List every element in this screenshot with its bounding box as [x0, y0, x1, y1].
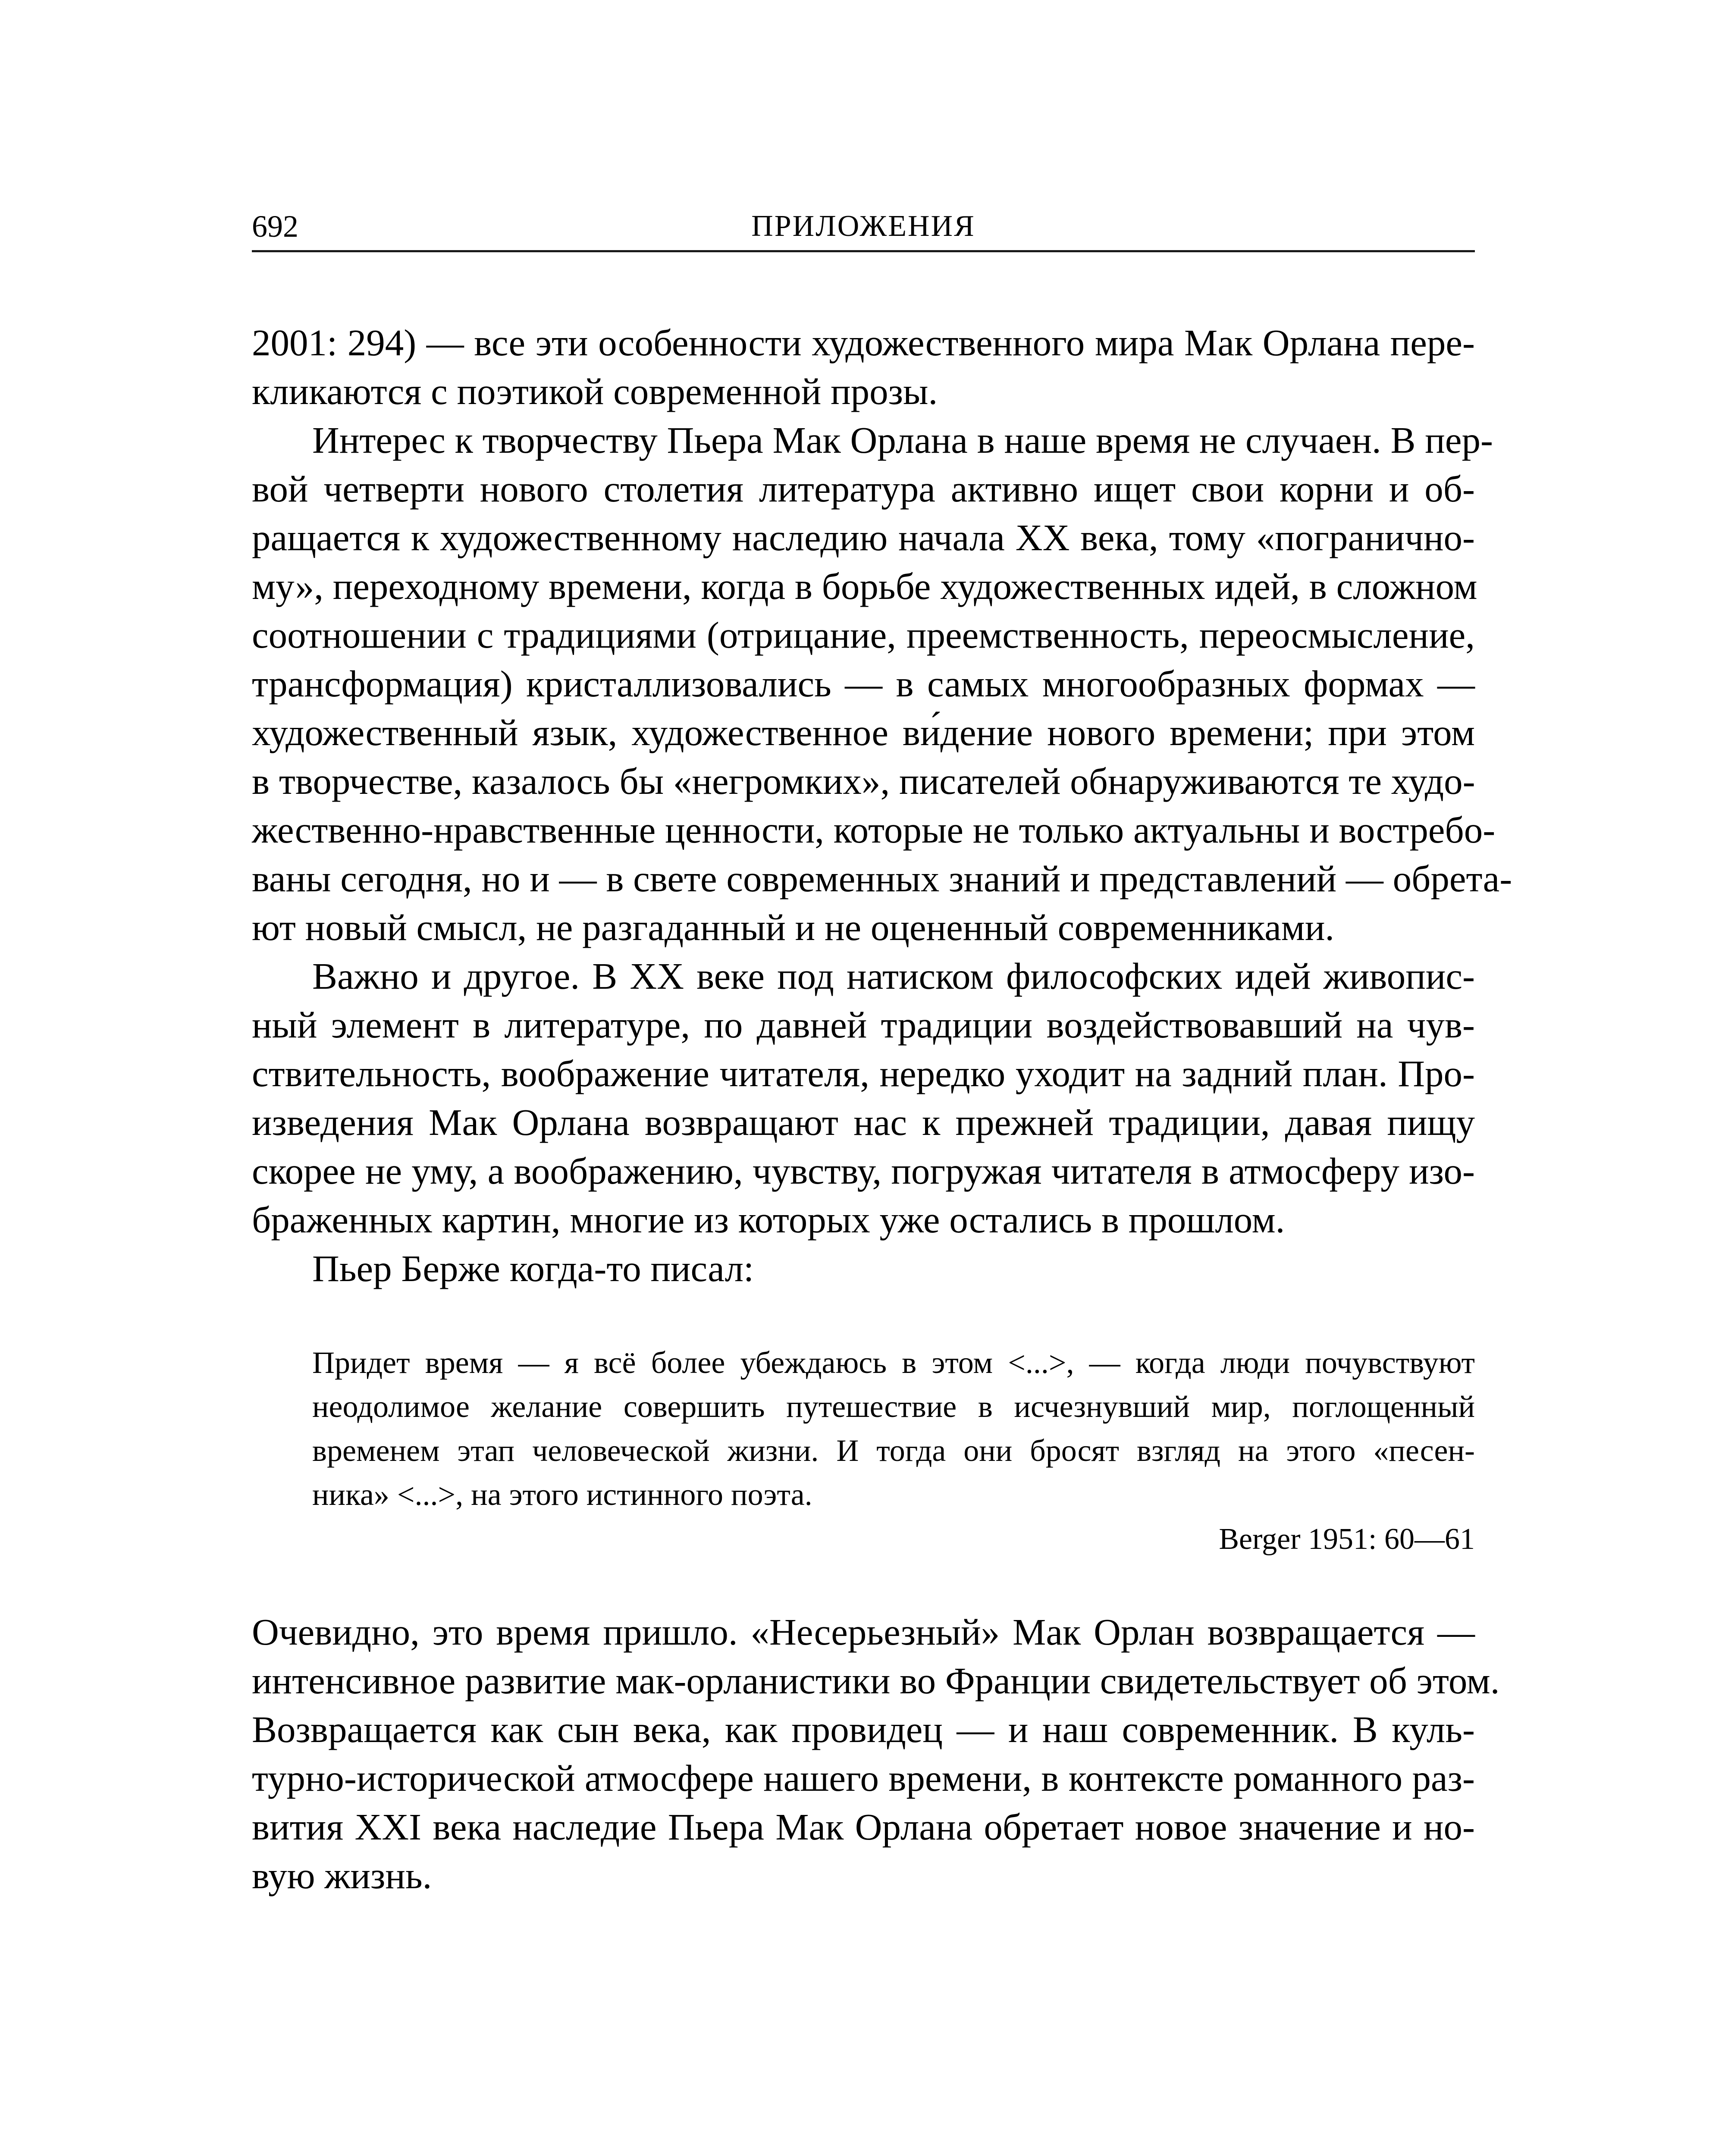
text-line: ствительность, воображение читателя, нередко уходит на задний план. Про-	[252, 1053, 1475, 1094]
text-line: соотношении с традициями (отрицание, преемственность, переосмысление,	[252, 614, 1475, 656]
quote-line: ника» <...>, на этого истинного поэта.	[312, 1477, 812, 1512]
text-line: вития XXI века наследие Пьера Мак Орлана обретает новое значение и но-	[252, 1806, 1475, 1848]
text-line: 2001: 294) — все эти особенности художественного мира Мак Орлана пере-	[252, 322, 1475, 364]
text-line: кликаются с поэтикой современной прозы.	[252, 370, 938, 412]
quote-line: Придет время — я всё более убеждаюсь в этом <...>, — когда люди почувствуют	[312, 1345, 1475, 1380]
page-number: 692	[252, 209, 298, 244]
text-line: ный элемент в литературе, по давней традиции воздействовавший на чув-	[252, 1004, 1475, 1046]
text-line: ращается к художественному наследию начала XX века, тому «погранично-	[252, 517, 1475, 558]
text-line: скорее не уму, а воображению, чувству, погружая читателя в атмосферу изо-	[252, 1150, 1475, 1192]
text-line: трансформация) кристаллизовались — в самых многообразных формах —	[252, 663, 1475, 705]
text-line: вой четверти нового столетия литература активно ищет свои корни и об-	[252, 468, 1475, 510]
quote-line: неодолимое желание совершить путешествие в исчезнувший мир, поглощенный	[312, 1389, 1475, 1424]
text-line: художественный язык, художественное ви́дение нового времени; при этом	[252, 711, 1475, 753]
page-header	[252, 194, 1475, 252]
text-line: в творчестве, казалось бы «негромких», писателей обнаруживаются те худо-	[252, 760, 1475, 802]
quote-source: Berger 1951: 60—61	[1219, 1523, 1475, 1556]
text-line: ют новый смысл, не разгаданный и не оцененный современниками.	[252, 906, 1335, 948]
text-line: Важно и другое. В XX веке под натиском философских идей живопис-	[312, 955, 1475, 997]
text-line: Пьер Берже когда-то писал:	[312, 1247, 754, 1289]
text-line: вую жизнь.	[252, 1855, 432, 1896]
running-head: ПРИЛОЖЕНИЯ	[751, 210, 975, 243]
text-line: изведения Мак Орлана возвращают нас к прежней традиции, давая пищу	[252, 1101, 1475, 1143]
text-line: интенсивное развитие мак-орланистики во Франции свидетельствует об этом.	[252, 1660, 1500, 1702]
text-line: ваны сегодня, но и — в свете современных знаний и представлений — обрета-	[252, 858, 1512, 899]
text-line: Интерес к творчеству Пьера Мак Орлана в наше время не случаен. В пер-	[312, 419, 1493, 461]
quote-line: временем этап человеческой жизни. И тогда они бросят взгляд на этого «песен-	[312, 1433, 1475, 1468]
text-line: жественно-нравственные ценности, которые не только актуальны и востребо-	[252, 809, 1496, 851]
text-line: Возвращается как сын века, как провидец — и наш современник. В куль-	[252, 1708, 1475, 1750]
text-line: му», переходному времени, когда в борьбе художественных идей, в сложном	[252, 565, 1477, 607]
text-line: браженных картин, многие из которых уже остались в прошлом.	[252, 1199, 1285, 1241]
text-line: Очевидно, это время пришло. «Несерьезный» Мак Орлан возвращается —	[252, 1611, 1475, 1653]
text-line: турно-исторической атмосфере нашего времени, в контексте романного раз-	[252, 1757, 1475, 1799]
